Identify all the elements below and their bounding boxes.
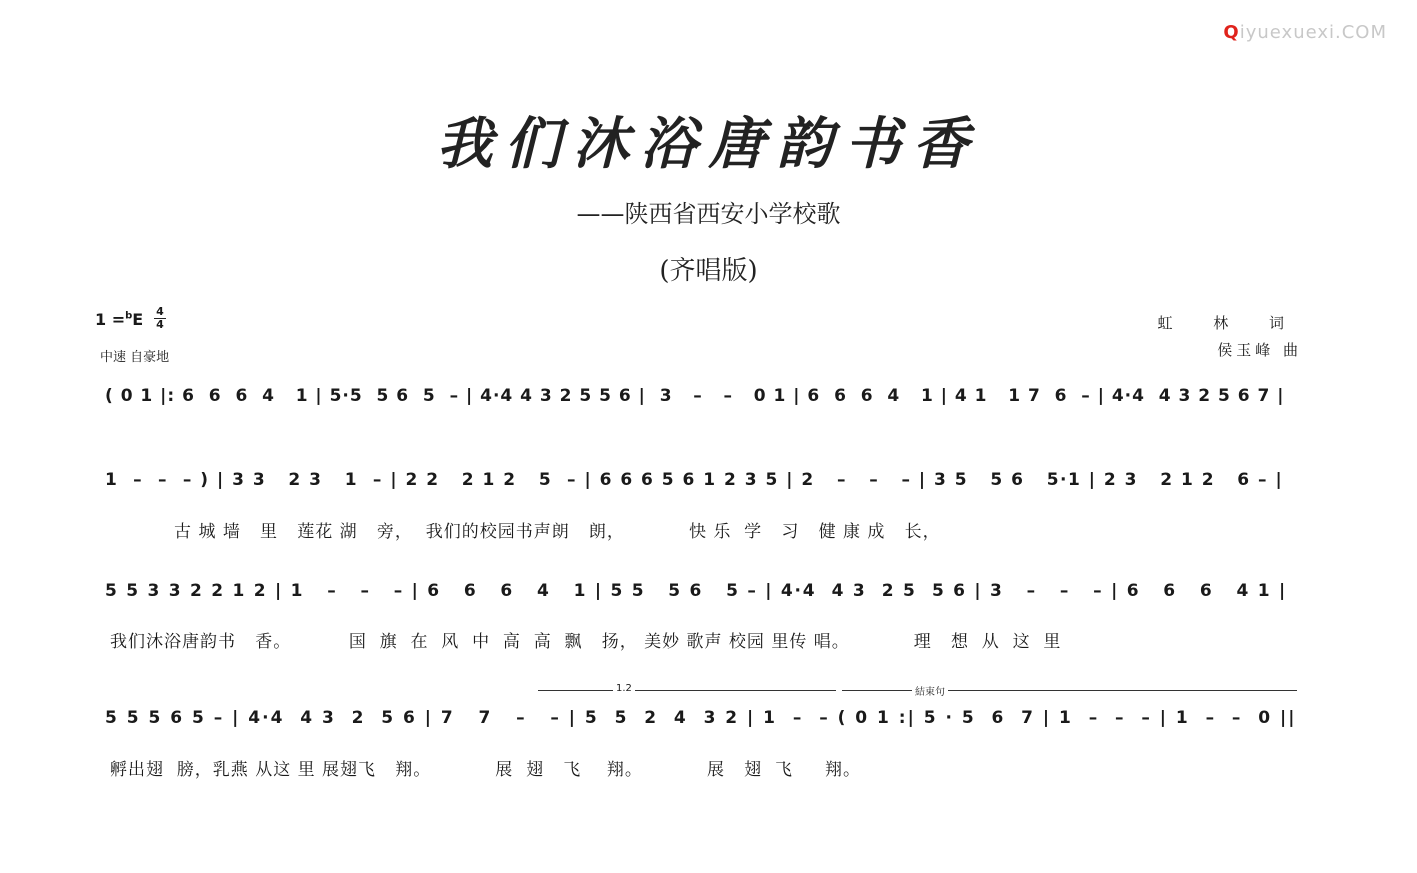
watermark [1223,22,1387,43]
notation-line: 5 5 3 3 2 2 1 2 | 1 – – – | 6 6 6 4 1 | 5 5 5 6 5 – | 4·4 4 3 2 5 5 6 | 3 – – – | 6 6 6 4 1 | [105,581,1287,601]
watermark-text: iyuexuexi.COM [1239,22,1387,43]
volta-label: 1.2 [613,683,635,694]
lyrics-line: 古 城 墙 里 莲花 湖 旁， 我们的校园书声朗 朗， 快 乐 学 习 健 康 成 长， [110,522,941,542]
notation-line: ( 0 1 |: 6 6 6 4 1 | 5·5 5 6 5 – | 4·4 4 3 2 5 5 6 | 3 – – 0 1 | 6 6 6 4 1 | 4 1 1 7 6 – | 4·4 4 3 2 5 6 7 | [105,386,1285,406]
time-signature [154,306,166,331]
key-note: E [132,310,144,329]
key-prefix: 1 = [95,310,126,329]
score-row-1 [105,386,1305,426]
key-signature [95,310,143,329]
score-row-4 [105,708,1305,748]
song-edition: (齐唱版) [659,256,758,286]
watermark-logo-letter: Q [1223,22,1240,43]
key-flat: b [125,310,133,322]
lyrics-line: 孵出翅 膀，乳燕 从这 里 展翅飞 翔。 展 翅 飞 翔。 展 翅 飞 翔。 [110,760,861,780]
song-title: 我们沐浴唐韵书香 [436,111,981,177]
time-signature-bottom: 4 [154,318,166,331]
volta-bracket-2 [842,687,1297,701]
score-row-2 [105,470,1305,510]
notation-line: 1 – – – ) | 3 3 2 3 1 – | 2 2 2 1 2 5 – | 6 6 6 5 6 1 2 3 5 | 2 – – – | 3 5 5 6 5·1 | 2 3 2 1 2 6 – | [105,470,1284,490]
notation-line: 5 5 5 6 5 – | 4·4 4 3 2 5 6 | 7 7 – – | 5 5 2 4 3 2 | 1 – – ( 0 1 :| 5 · 5 6 7 | 1 – – – | 1 – – 0 || [105,708,1297,728]
volta-label: 結束句 [912,683,948,698]
score-row-3 [105,581,1305,621]
lyricist-credit: 虹 林 词 [1157,314,1302,332]
time-signature-top: 4 [156,305,164,318]
tempo-marking: 中速 自豪地 [100,350,170,365]
song-subtitle: ——陕西省西安小学校歌 [576,200,841,228]
composer-credit: 侯玉峰 曲 [1217,341,1302,359]
volta-bracket-1 [538,683,836,701]
lyrics-line: 我们沐浴唐韵书 香。 国 旗 在 风 中 高 高 飘 扬， 美妙 歌声 校园 里传 唱。 理 想 从 这 里 [110,632,1062,652]
